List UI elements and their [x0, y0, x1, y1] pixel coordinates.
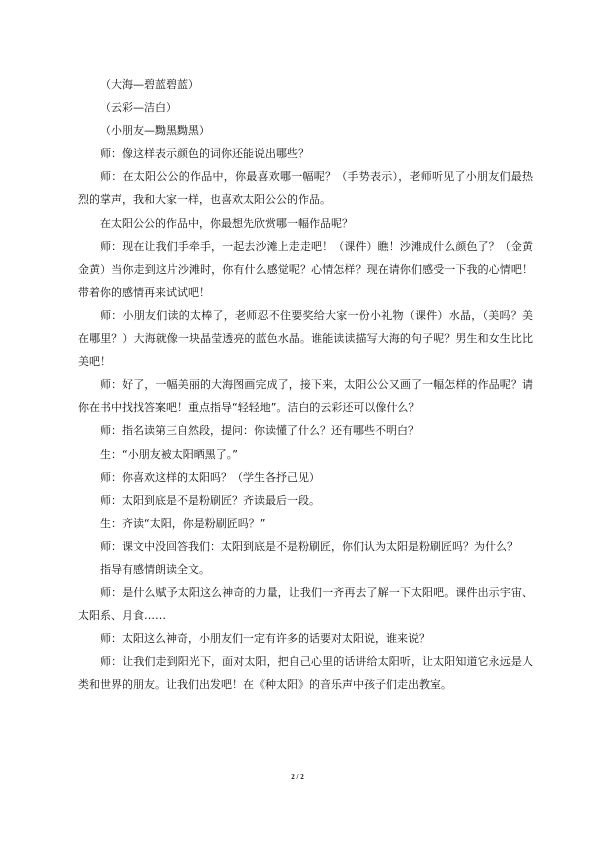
paragraph: 师：让我们走到阳光下，面对太阳，把自己心里的话讲给太阳听，让太阳知道它永远是人类和世界的朋友。让我们出发吧！在《种太阳》的音乐声中孩子们走出教室。	[78, 655, 533, 692]
paragraph: 师：是什么赋予太阳这么神奇的力量，让我们一齐再去了解一下太阳吧。课件出示宇宙、太阳系、月食……	[78, 586, 533, 623]
paragraph: 生：齐读“太阳，你是粉刷匠吗？”	[100, 516, 266, 530]
paragraph: 师：指名读第三自然段，提问：你读懂了什么？还有哪些不明白？	[100, 424, 419, 438]
paragraph: 师：好了，一幅美丽的大海图画完成了，接下来，太阳公公又画了一幅怎样的作品呢？请你在书中找找答案吧！重点指导“轻轻地”。洁白的云彩还可以像什么？	[78, 378, 533, 415]
paragraph: 生：“小朋友被太阳晒黑了。”	[100, 447, 238, 461]
page-number: 2 / 2	[291, 773, 304, 781]
paragraph: 师：小朋友们读的太棒了，老师忍不住要奖给大家一份小礼物（课件）水晶，（美吗？美在哪里？）大海就像一块晶莹透亮的蓝色水晶。谁能读读描写大海的句子呢？男生和女生比比美吧！	[78, 308, 533, 369]
paragraph: 在太阳公公的作品中，你最想先欣赏哪一幅作品呢？	[100, 216, 353, 230]
paragraph: 指导有感情朗读全文。	[100, 562, 210, 576]
document-body	[78, 73, 533, 697]
paragraph: 师：你喜欢这样的太阳吗？（学生各抒己见）	[100, 470, 320, 484]
paragraph: 师：现在让我们手牵手，一起去沙滩上走走吧！（课件）瞧！沙滩成什么颜色了？（金黄金黄）当你走到这片沙滩时，你有什么感觉呢？心情怎样？现在请你们感受一下我的心情吧！带着你的感情再来试试吧！	[78, 239, 533, 299]
paragraph: 师：太阳这么神奇，小朋友们一定有许多的话要对太阳说，谁来说？	[100, 632, 430, 646]
paragraph: 师：太阳到底是不是粉刷匠？齐读最后一段。	[100, 493, 320, 507]
paragraph: （大海—碧蓝碧蓝）	[100, 78, 199, 91]
paragraph: 师：课文中没回答我们：太阳到底是不是粉刷匠，你们认为太阳是粉刷匠吗？为什么？	[100, 539, 518, 553]
paragraph: 师：在太阳公公的作品中，你最喜欢哪一幅呢？（手势表示），老师听见了小朋友们最热烈的掌声，我和大家一样，也喜欢太阳公公的作品。	[78, 170, 533, 207]
paragraph: （云彩—洁白）	[100, 101, 177, 115]
paragraph: （小朋友—黝黑黝黑）	[100, 124, 210, 138]
paragraph: 师：像这样表示颜色的词你还能说出哪些？	[100, 147, 309, 161]
